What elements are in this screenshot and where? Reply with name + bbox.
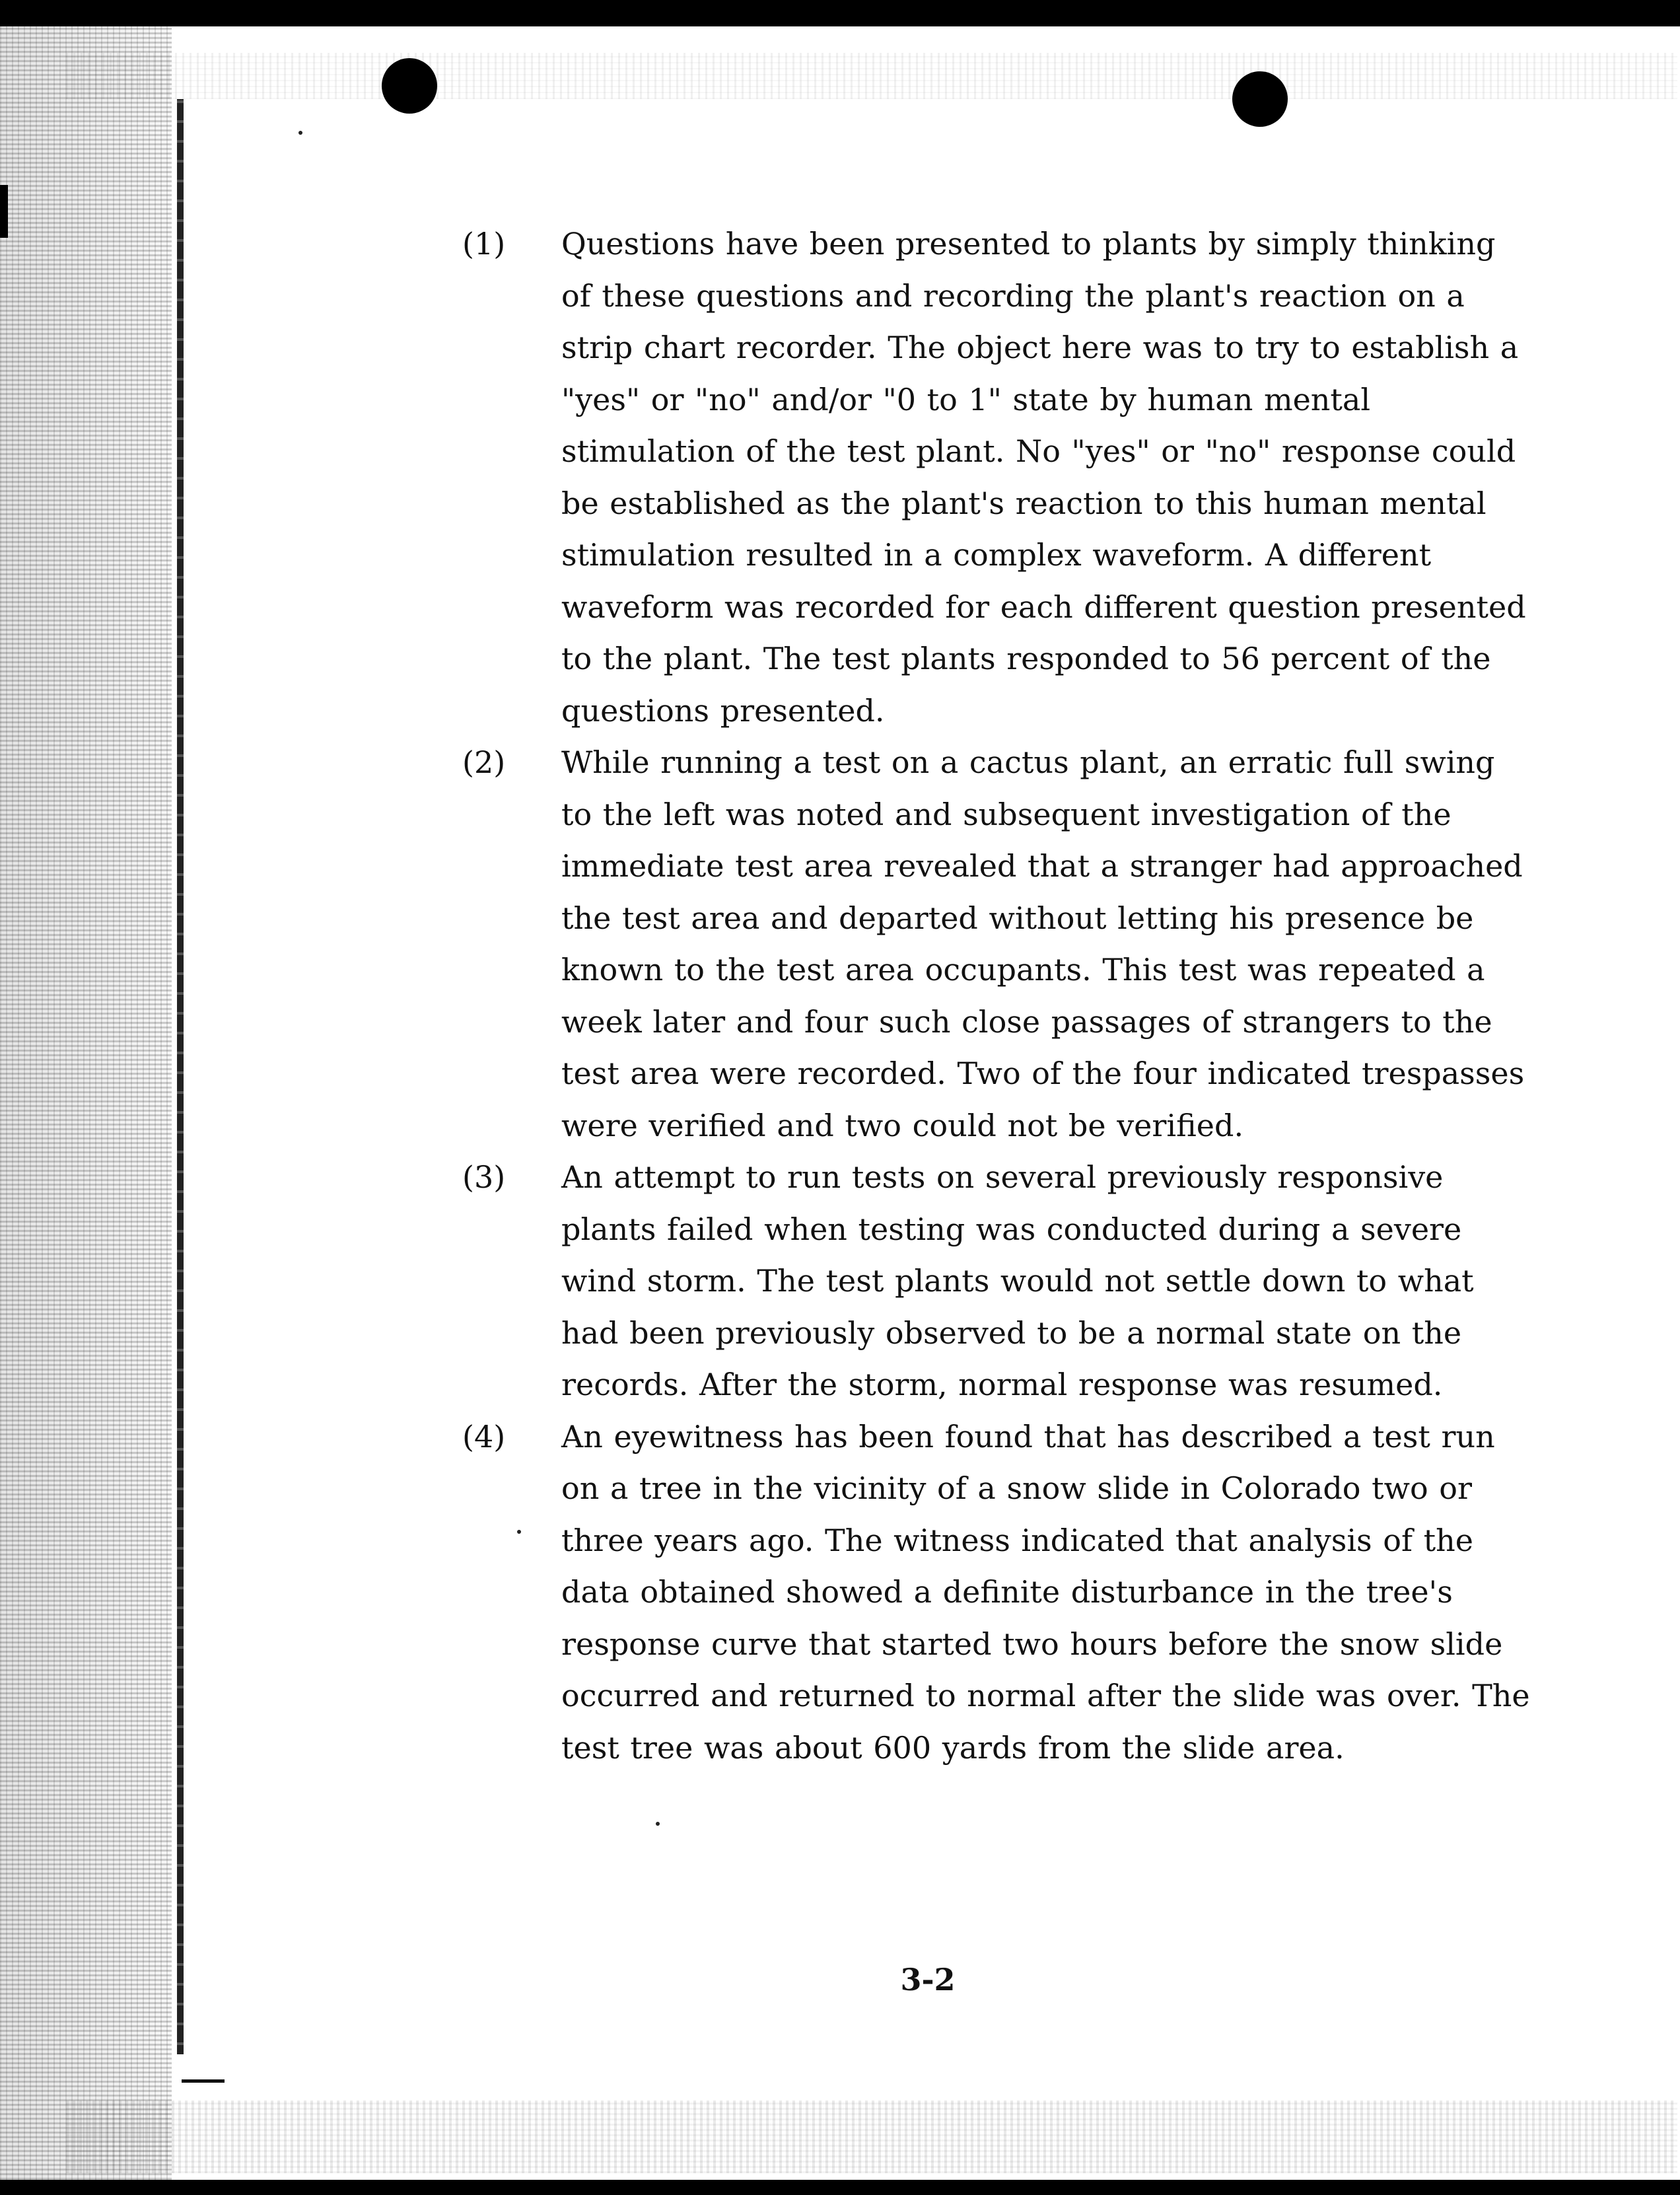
paragraph-text: Questions have been presented to plants by simply thinking of these questions and recording the plant's reaction on a strip chart recorder. The object here was to try to establish a "yes" or "no" and/or "0 to 1" state by human mental stimulation of the test plant. No "yes" or "no" response could be established as the plant's reaction to this human mental stimulation resulted in a complex waveform. A different waveform was recorded for each different question presented to the plant. The test plants responded to 56 percent of the questions presented. (561, 226, 1526, 729)
scan-top-border (0, 0, 1680, 26)
paragraph-number: (4) (462, 1418, 506, 1455)
numbered-paragraph-4 (462, 1411, 1545, 1774)
scan-edge-mark (0, 185, 8, 238)
scan-noise-top (66, 53, 1677, 99)
scan-speck (298, 131, 302, 135)
scan-bottom-border (0, 2180, 1680, 2195)
paragraph-text: An attempt to run tests on several previously responsive plants failed when testing was conducted during a severe wind storm. The test plants would not settle down to what had been previously observed to be a normal state on the records. After the storm, normal response was resumed. (561, 1159, 1474, 1402)
numbered-paragraph-2 (462, 737, 1545, 1151)
paragraph-text: An eyewitness has been found that has described a test run on a tree in the vicinity of a snow slide in Colorado two or three years ago. The witness indicated that analysis of the data obtained showed a definite disturbance in the tree's response curve that started two hours before the snow slide occurred and returned to normal after the slide was over. The test tree was about 600 yards from the slide area. (561, 1418, 1530, 1766)
numbered-paragraph-3 (462, 1151, 1545, 1411)
punch-hole-left (382, 58, 437, 114)
scan-left-edge-noise (0, 26, 172, 2180)
page-number: 3-2 (900, 1962, 956, 1997)
paragraph-number: (1) (462, 226, 506, 262)
paragraph-number: (2) (462, 744, 506, 780)
punch-hole-right (1232, 71, 1288, 127)
scan-noise-bottom (66, 2101, 1677, 2173)
paragraph-number: (3) (462, 1159, 506, 1195)
scan-speck (656, 1822, 660, 1826)
document-body (462, 218, 1545, 1774)
binding-margin-foot (182, 2079, 225, 2083)
numbered-paragraph-1 (462, 218, 1545, 737)
binding-margin-line (177, 99, 184, 2054)
paragraph-text: While running a test on a cactus plant, an erratic full swing to the left was noted and subsequent investigation of the immediate test area revealed that a stranger had approached the test area and departed without letting his presence be known to the test area occupants. This test was repeated a week later and four such close passages of strangers to the test area were recorded. Two of the four indicated trespasses were verified and two could not be verified. (561, 744, 1525, 1143)
